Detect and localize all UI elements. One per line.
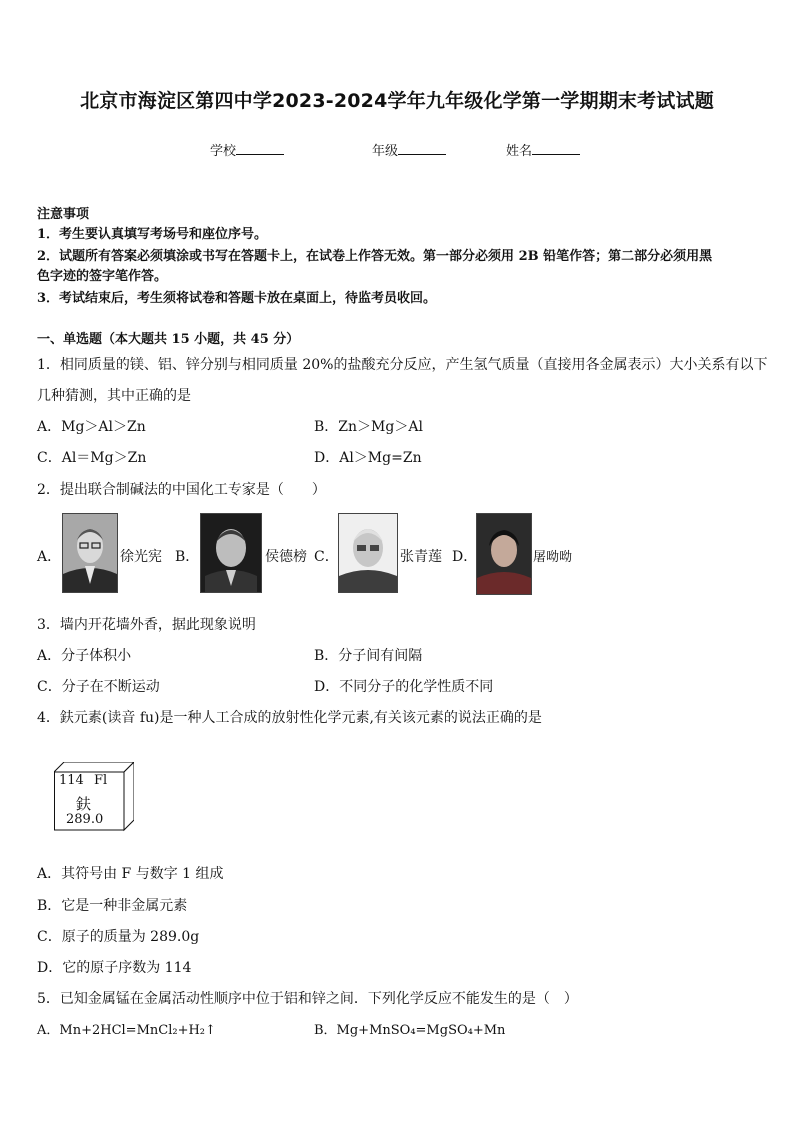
school-label: 学校 bbox=[210, 144, 237, 159]
element-atomic-number: 114 bbox=[59, 773, 84, 788]
page-title: 北京市海淀区第四中学2023-2024学年九年级化学第一学期期末考试试题 bbox=[80, 90, 714, 112]
q5-stem: 5．已知金属锰在金属活动性顺序中位于铝和锌之间．下列化学反应不能发生的是（ ） bbox=[37, 991, 578, 1007]
grade-field bbox=[372, 140, 446, 159]
q1-stem-line2: 几种猜测，其中正确的是 bbox=[37, 388, 191, 404]
name-field bbox=[506, 140, 580, 159]
q4-option-a: A．其符号由 F 与数字 1 组成 bbox=[37, 866, 224, 882]
notes-item-2-cont: 色字迹的签字笔作答。 bbox=[37, 269, 168, 284]
q1-option-c: C．Al＝Mg＞Zn bbox=[37, 450, 147, 466]
q4-option-b: B．它是一种非金属元素 bbox=[37, 898, 188, 914]
q1-stem-line1: 1．相同质量的镁、铝、锌分别与相同质量 20%的盐酸充分反应，产生氢气质量（直接用各金属表示）大小关系有以下 bbox=[37, 357, 768, 373]
element-cell-diagram bbox=[54, 762, 134, 834]
q3-option-c: C．分子在不断运动 bbox=[37, 679, 160, 695]
school-blank bbox=[236, 142, 284, 155]
notes-item-3: 3．考试结束后，考生须将试卷和答题卡放在桌面上，待监考员收回。 bbox=[37, 291, 437, 306]
q2-option-c-letter: C． bbox=[314, 549, 339, 565]
q3-option-b: B．分子间有间隔 bbox=[314, 648, 423, 664]
notes-item-1: 1．考生要认真填写考场号和座位序号。 bbox=[37, 227, 268, 242]
element-symbol: Fl bbox=[94, 773, 108, 788]
q5-option-b: B．Mg+MnSO₄=MgSO₄+Mn bbox=[314, 1023, 506, 1038]
school-field bbox=[210, 140, 284, 159]
grade-label: 年级 bbox=[372, 144, 399, 159]
q1-option-b: B．Zn＞Mg＞Al bbox=[314, 419, 423, 435]
q2-option-d-name: 屠呦呦 bbox=[533, 550, 573, 565]
q2-option-c-portrait bbox=[338, 513, 398, 593]
q2-option-a-portrait bbox=[62, 513, 118, 593]
q1-option-d: D．Al＞Mg=Zn bbox=[314, 450, 422, 466]
q1-option-a: A．Mg＞Al＞Zn bbox=[37, 419, 146, 435]
q3-option-d: D．不同分子的化学性质不同 bbox=[314, 679, 494, 695]
q5-option-a: A．Mn+2HCl=MnCl₂+H₂↑ bbox=[37, 1023, 216, 1038]
q2-option-b-portrait bbox=[200, 513, 262, 593]
element-mass: 289.0 bbox=[66, 812, 104, 827]
q2-option-a-letter: A． bbox=[37, 549, 62, 565]
q2-option-b-letter: B． bbox=[175, 549, 200, 565]
q2-option-d-letter: D． bbox=[452, 549, 478, 565]
q4-stem: 4．鈇元素(读音 fu)是一种人工合成的放射性化学元素,有关该元素的说法正确的是 bbox=[37, 710, 542, 726]
q3-option-a: A．分子体积小 bbox=[37, 648, 132, 664]
notes-heading: 注意事项 bbox=[37, 207, 90, 222]
q3-stem: 3．墙内开花墙外香，据此现象说明 bbox=[37, 617, 256, 633]
q2-option-a-name: 徐光宪 bbox=[120, 549, 162, 565]
q4-option-d: D．它的原子序数为 114 bbox=[37, 960, 192, 976]
name-label: 姓名 bbox=[506, 144, 533, 159]
q2-option-c-name: 张青莲 bbox=[400, 549, 442, 565]
name-blank bbox=[532, 142, 580, 155]
q2-option-d-portrait bbox=[476, 513, 532, 595]
q2-stem: 2．提出联合制碱法的中国化工专家是（ ） bbox=[37, 482, 326, 498]
section-heading: 一、单选题（本大题共 15 小题，共 45 分） bbox=[37, 332, 300, 347]
q4-option-c: C．原子的质量为 289.0g bbox=[37, 929, 200, 945]
grade-blank bbox=[398, 142, 446, 155]
q2-option-b-name: 侯德榜 bbox=[265, 549, 307, 565]
notes-item-2: 2．试题所有答案必须填涂或书写在答题卡上，在试卷上作答无效。第一部分必须用 2B 铅笔作答；第二部分必须用黑 bbox=[37, 249, 713, 264]
element-name: 鈇 bbox=[76, 795, 92, 813]
